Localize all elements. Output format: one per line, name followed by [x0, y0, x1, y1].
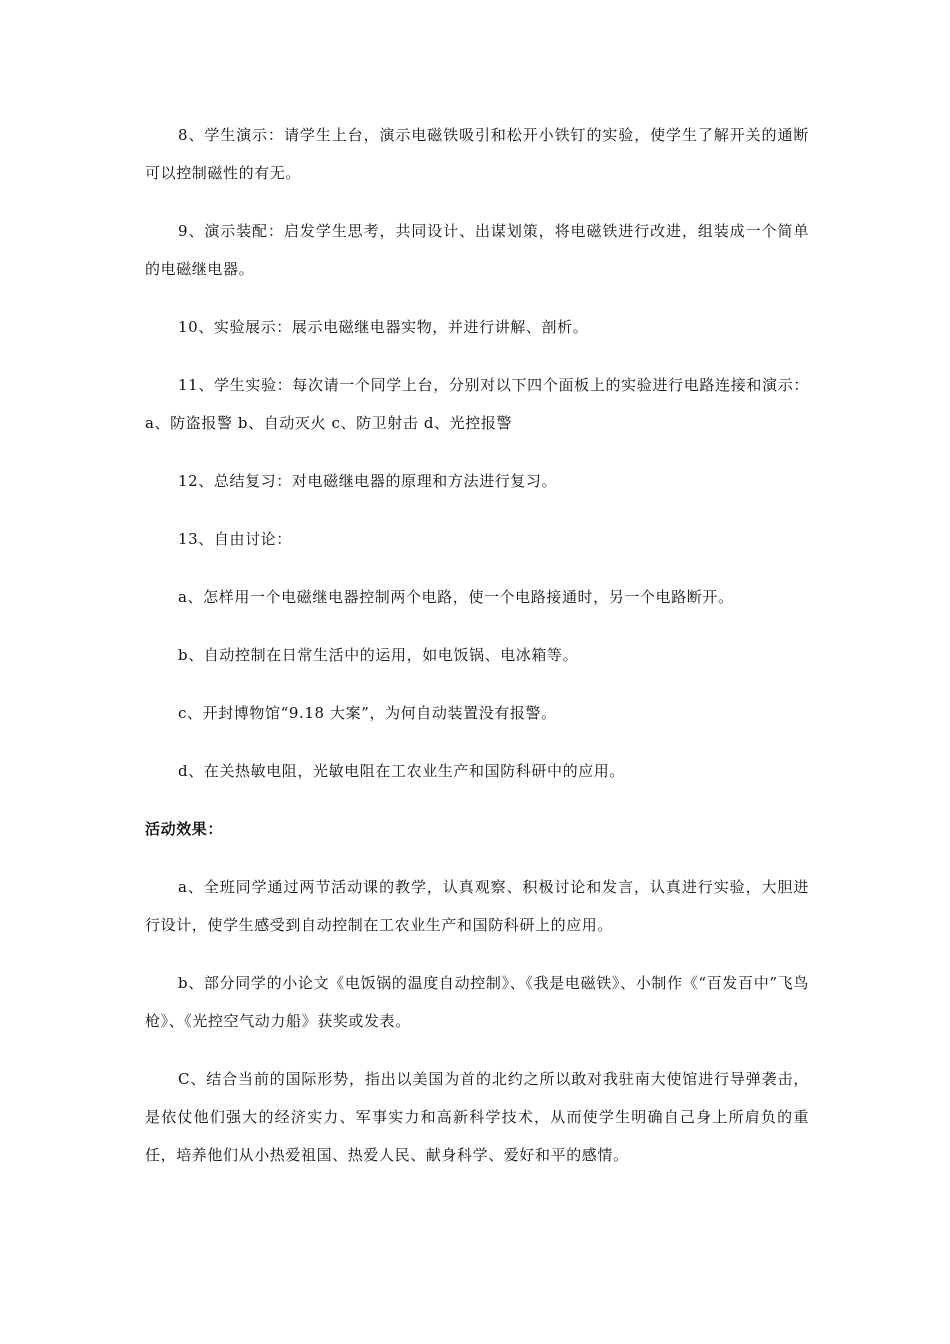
effects-heading: 活动效果： — [145, 820, 224, 838]
discussion-item-b: b、自动控制在日常生活中的运用，如电饭锅、电冰箱等。 — [178, 646, 579, 664]
step-11-paragraph: 11、学生实验：每次请一个同学上台，分别对以下四个面板上的实验进行电路连接和演示：a、防盗报警 b、自动灭火 c、防卫射击 d、光控报警 — [145, 376, 809, 432]
step-13-paragraph: 13、自由讨论： — [178, 530, 292, 548]
step-10-paragraph: 10、实验展示：展示电磁继电器实物，并进行讲解、剖析。 — [178, 318, 589, 336]
discussion-item-d: d、在关热敏电阻，光敏电阻在工农业生产和国防科研中的应用。 — [178, 762, 626, 780]
effect-item-a: a、全班同学通过两节活动课的教学，认真观察、积极讨论和发言，认真进行实验，大胆进行设计，使学生感受到自动控制在工农业生产和国防科研上的应用。 — [145, 878, 809, 934]
effect-item-b: b、部分同学的小论文《电饭锅的温度自动控制》、《我是电磁铁》、小制作《“百发百中”飞鸟枪》、《光控空气动力船》获奖或发表。 — [145, 974, 809, 1030]
document-page — [145, 116, 809, 1194]
effect-item-c: C、结合当前的国际形势，指出以美国为首的北约之所以敢对我驻南大使馆进行导弹袭击，是依仗他们强大的经济实力、军事实力和高新科学技术，从而使学生明确自己身上所肩负的重任，培养他们从小热爱祖国、热爱人民、献身科学、爱好和平的感情。 — [145, 1070, 809, 1164]
step-8-paragraph: 8、学生演示：请学生上台，演示电磁铁吸引和松开小铁钉的实验，使学生了解开关的通断可以控制磁性的有无。 — [145, 126, 809, 182]
discussion-item-c: c、开封博物馆“9.18 大案”，为何自动装置没有报警。 — [178, 704, 557, 722]
step-9-paragraph: 9、演示装配：启发学生思考，共同设计、出谋划策，将电磁铁进行改进，组装成一个简单的电磁继电器。 — [145, 222, 809, 278]
discussion-item-a: a、怎样用一个电磁继电器控制两个电路，使一个电路接通时，另一个电路断开。 — [178, 588, 734, 606]
step-12-paragraph: 12、总结复习：对电磁继电器的原理和方法进行复习。 — [178, 472, 558, 490]
